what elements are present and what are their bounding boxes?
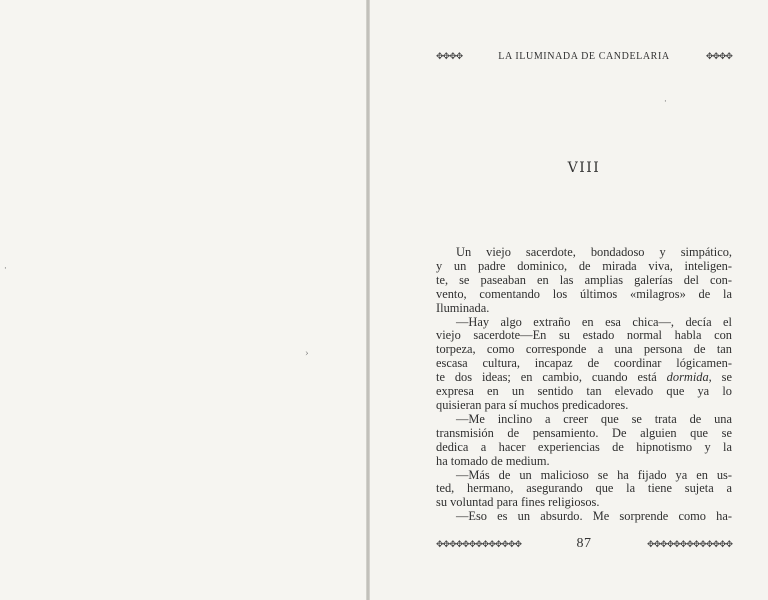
text-line: escasa cultura, incapaz de coordinar lógicamen- bbox=[436, 356, 732, 371]
chapter-number: VIII bbox=[567, 160, 601, 176]
text-line: vento, comentando los últimos «milagros» de la bbox=[436, 286, 732, 301]
text-line: —Eso es un absurdo. Me sorprende como ha- bbox=[456, 509, 732, 524]
text-line: Iluminada. bbox=[436, 300, 490, 315]
text-line: dedica a hacer experiencias de hipnotismo y la bbox=[436, 439, 732, 454]
text-line: —Más de un malicioso se ha fijado ya en us- bbox=[456, 467, 732, 482]
running-head bbox=[436, 51, 732, 62]
text-line: viejo sacerdote—En su estado normal habla con bbox=[436, 328, 732, 343]
ornament-icon: ✥✥✥✥✥✥✥✥✥✥✥✥✥ bbox=[436, 538, 522, 549]
text-line: ted, hermano, asegurando que la tiene sujeta a bbox=[436, 481, 732, 496]
running-head-title: LA ILUMINADA DE CANDELARIA bbox=[498, 51, 670, 62]
paper-speck: › bbox=[305, 349, 309, 359]
page-number: 87 bbox=[576, 536, 592, 551]
text-line: —Me inclino a creer que se trata de una bbox=[456, 411, 732, 426]
text-line: y un padre dominico, de mirada viva, inteligen- bbox=[436, 258, 732, 273]
text-line: te dos ideas; en cambio, cuando está dormida, se bbox=[436, 370, 732, 385]
text-line: ha tomado de medium. bbox=[436, 453, 550, 468]
body-text bbox=[436, 246, 732, 524]
text-line: te, se paseaban en las amplias galerías del con- bbox=[436, 272, 732, 287]
ornament-icon: ✥✥✥✥ bbox=[705, 51, 732, 61]
ornament-icon: ✥✥✥✥ bbox=[436, 51, 463, 61]
page-footer bbox=[436, 536, 732, 552]
ornament-icon: ✥✥✥✥✥✥✥✥✥✥✥✥✥ bbox=[646, 538, 732, 549]
paper-speck: · bbox=[664, 97, 667, 107]
text-line: expresa en un sentido tan elevado que ya lo bbox=[436, 384, 732, 399]
text-line: —Hay algo extraño en esa chica—, decía el bbox=[456, 314, 732, 329]
text-line: quisieran para sí muchos predicadores. bbox=[436, 397, 629, 412]
paper-speck: · bbox=[4, 264, 7, 274]
text-line: su voluntad para fines religiosos. bbox=[436, 495, 600, 510]
text-line: transmisión de pensamiento. De alguien que se bbox=[436, 425, 732, 440]
text-line: Un viejo sacerdote, bondadoso y simpático, bbox=[456, 245, 732, 259]
left-page-blank bbox=[0, 0, 366, 600]
text-line: torpeza, como corresponde a una persona de tan bbox=[436, 342, 732, 357]
